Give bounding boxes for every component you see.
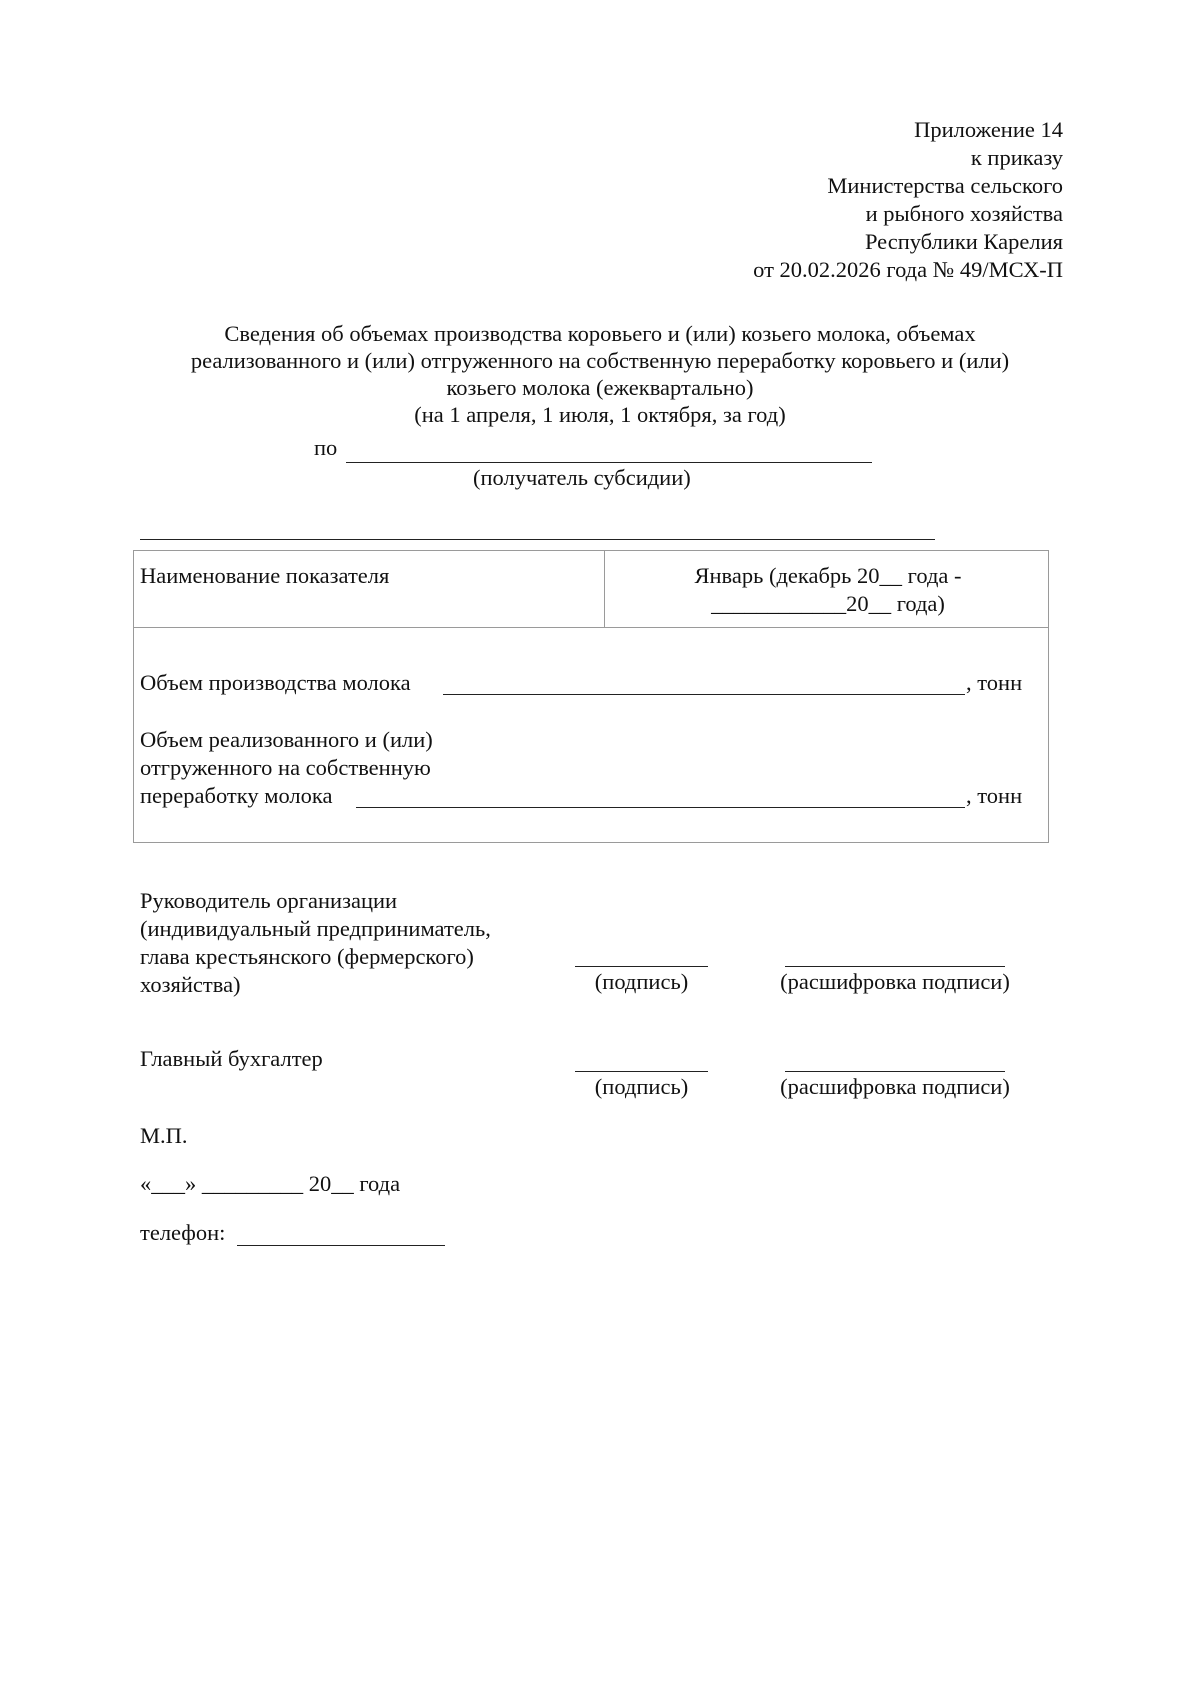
column-header-indicator: Наименование показателя (140, 563, 390, 588)
table-column-divider (604, 551, 605, 627)
po-label: по (314, 435, 338, 460)
accountant-signature-field[interactable] (575, 1071, 708, 1072)
accountant-signature-caption: (подпись) (594, 1074, 689, 1099)
phone-label: телефон: (140, 1220, 226, 1245)
production-volume-field[interactable] (443, 694, 965, 695)
recipient-caption: (получатель субсидии) (473, 465, 691, 490)
head-label-line4: хозяйства) (140, 972, 241, 997)
appendix-header (753, 116, 1063, 284)
head-signature-field[interactable] (575, 966, 708, 967)
row-sold-unit: , тонн (966, 783, 1023, 808)
stamp-label: М.П. (140, 1123, 188, 1148)
column-header-period-line1: Январь (декабрь 20__ года - (694, 563, 962, 588)
sold-volume-field[interactable] (356, 807, 965, 808)
accountant-label: Главный бухгалтер (140, 1046, 323, 1071)
row-sold-label-line1: Объем реализованного и (или) (140, 727, 433, 752)
row-production-unit: , тонн (966, 670, 1023, 695)
appendix-header-line: Приложение 14 (914, 117, 1063, 142)
appendix-header-line: к приказу (970, 145, 1063, 170)
phone-field[interactable] (237, 1245, 445, 1246)
blank-line[interactable] (140, 539, 935, 540)
head-label-line1: Руководитель организации (140, 888, 398, 913)
row-production-label: Объем производства молока (140, 670, 411, 695)
appendix-header-line: Министерства сельского (827, 173, 1063, 198)
head-signature-decoding-caption: (расшифровка подписи) (780, 969, 1010, 994)
document-title (100, 320, 1100, 428)
row-sold-label-line2: отгруженного на собственную (140, 755, 431, 780)
head-signature-decoding-field[interactable] (785, 966, 1005, 967)
head-label-line3: глава крестьянского (фермерского) (140, 944, 474, 969)
recipient-field[interactable] (346, 462, 872, 463)
title-line: козьего молока (ежеквартально) (446, 375, 754, 400)
appendix-header-line: и рыбного хозяйства (865, 201, 1063, 226)
appendix-header-line: от 20.02.2026 года № 49/МСХ-П (753, 257, 1063, 282)
head-signature-caption: (подпись) (594, 969, 689, 994)
table-header-divider (134, 627, 1048, 628)
row-sold-label-line3: переработку молока (140, 783, 333, 808)
date-line[interactable]: «___» _________ 20__ года (140, 1171, 401, 1196)
column-header-period-line2: ____________20__ года) (711, 591, 945, 616)
appendix-header-line: Республики Карелия (864, 229, 1063, 254)
title-line: (на 1 апреля, 1 июля, 1 октября, за год) (414, 402, 786, 427)
accountant-signature-decoding-caption: (расшифровка подписи) (780, 1074, 1010, 1099)
accountant-signature-decoding-field[interactable] (785, 1071, 1005, 1072)
head-label-line2: (индивидуальный предприниматель, (140, 916, 491, 941)
indicator-table (133, 550, 1049, 843)
title-line: Сведения об объемах производства коровьего и (или) козьего молока, объемах (224, 321, 976, 346)
title-line: реализованного и (или) отгруженного на собственную переработку коровьего и (или) (190, 348, 1010, 373)
